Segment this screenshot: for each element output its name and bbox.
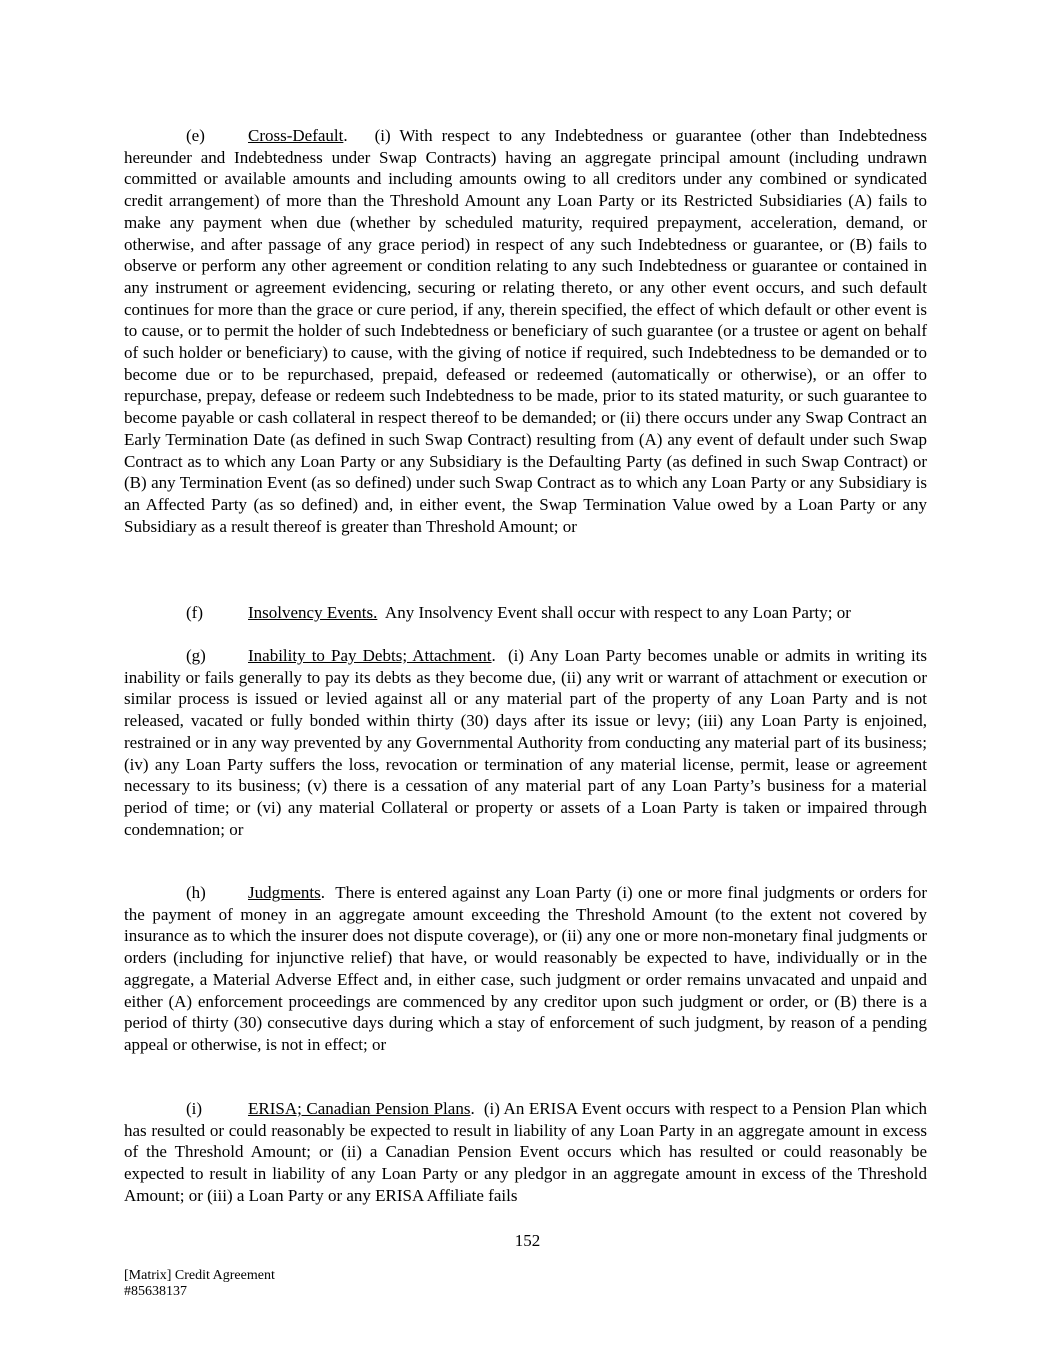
heading-punctuation: . [343,126,348,145]
footer-title: [Matrix] Credit Agreement [124,1268,275,1283]
paragraph-h-judgments [124,882,927,1056]
paragraph-e-cross-default [124,125,927,537]
paragraph-marker: (i) [186,1099,203,1118]
section-heading: Cross-Default [248,126,344,145]
paragraph-text: (i) Any Loan Party becomes unable or admits in writing its inability or fails generally to pay its debts as they become due, (ii) any writ or warrant of attachment or execution or similar process is issued or levied against all or any material part of the property of any Loan Party and is not released, vacated or fully bonded within thirty (30) days after its issue or levy; (iii) any Loan Party is enjoined, restrained or in any way prevented by any Governmental Authority from conducting any material part of its business; (iv) any Loan Party suffers the loss, revocation or termination of any material license, permit, lease or agreement necessary to its business; (v) there is a cessation of any material part of any Loan Party’s business for a material period of time; or (vi) any material Collateral or property or assets of a Loan Party is taken or impaired through condemnation; or [124,646,928,839]
paragraph-marker: (e) [186,126,205,145]
paragraph-i-erisa [124,1098,927,1207]
page-number: 152 [514,1231,541,1250]
paragraph-g-inability-to-pay [124,645,927,840]
heading-punctuation: . [470,1099,475,1118]
paragraph-marker: (g) [186,646,206,665]
footer-doc-id: #85638137 [124,1284,187,1299]
section-heading: ERISA; Canadian Pension Plans [248,1099,471,1118]
paragraph-marker: (f) [186,603,203,622]
section-heading: Inability to Pay Debts; Attachment [248,646,492,665]
heading-punctuation: . [491,646,496,665]
paragraph-text: (i) An ERISA Event occurs with respect to a Pension Plan which has resulted or could reasonably be expected to result in liability of any Loan Party in an aggregate amount in excess of the Threshold Amount; or (ii) a Canadian Pension Event occurs which has resulted or could reasonably be expected to result in liability of any Loan Party or any pledgor in an aggregate amount in excess of the Threshold Amount; or (iii) a Loan Party or any ERISA Affiliate fails [124,1099,928,1205]
section-heading: Judgments [248,883,321,902]
paragraph-f-insolvency-events [124,602,927,624]
paragraph-text: (i) With respect to any Indebtedness or guarantee (other than Indebtedness hereunder and Indebtedness under Swap Contracts) having an aggregate principal amount (including undrawn committed or available amounts and including amounts owing to all creditors under any combined or syndicated credit arrangement) of more than the Threshold Amount any Loan Party or its Restricted Subsidiaries (A) fails to make any payment when due (whether by scheduled maturity, required prepayment, acceleration, demand, or otherwise, and after passage of any grace period) in respect of any such Indebtedness or guarantee, or (B) fails to observe or perform any other agreement or condition relating to any such Indebtedness or guarantee or contained in any instrument or agreement evidencing, securing or relating thereto, or any other event occurs, and such default continues for more than the grace or cure period, if any, therein specified, the effect of which default or other event is to cause, or to permit the holder of such Indebtedness or beneficiary of such guarantee (or a trustee or agent on behalf of such holder or beneficiary) to cause, with the giving of notice if required, such Indebtedness to be demanded or to become due or to be repurchased, prepaid, defeased or redeemed (automatically or otherwise), or an offer to repurchase, prepay, defease or redeem such Indebtedness to be made, prior to its stated maturity, or such guarantee to become payable or cash collateral in respect thereof to be demanded; or (ii) there occurs under any Swap Contract an Early Termination Date (as defined in such Swap Contract) resulting from (A) any event of default under such Swap Contract as to which any Loan Party or any Subsidiary is the Defaulting Party (as defined in such Swap Contract) or (B) any Termination Event (as so defined) under such Swap Contract as to which any Loan Party or any Subsidiary is an Affected Party (as so defined) and, in either event, the Swap Termination Value owed by a Loan Party or any Subsidiary as a result thereof is greater than Threshold Amount; or [124,126,928,536]
paragraph-text: There is entered against any Loan Party (i) one or more final judgments or orders for the payment of money in an aggregate amount exceeding the Threshold Amount (to the extent not covered by insurance as to which the insurer does not dispute coverage), or (ii) any one or more non-monetary final judgments or orders (including for injunctive relief) that have, or would reasonably be expected to have, individually or in the aggregate, a Material Adverse Effect and, in either case, such judgment or order remains unvacated and unpaid and either (A) enforcement proceedings are commenced by any creditor upon such judgment or order, or (B) there is a period of thirty (30) consecutive days during which a stay of enforcement of such judgment, by reason of a pending appeal or otherwise, is not in effect; or [124,883,927,1054]
section-heading: Insolvency Events. [248,603,378,622]
paragraph-marker: (h) [186,883,206,902]
document-footer [124,1268,275,1300]
heading-punctuation: . [320,883,325,902]
paragraph-text: Any Insolvency Event shall occur with respect to any Loan Party; or [384,603,851,622]
